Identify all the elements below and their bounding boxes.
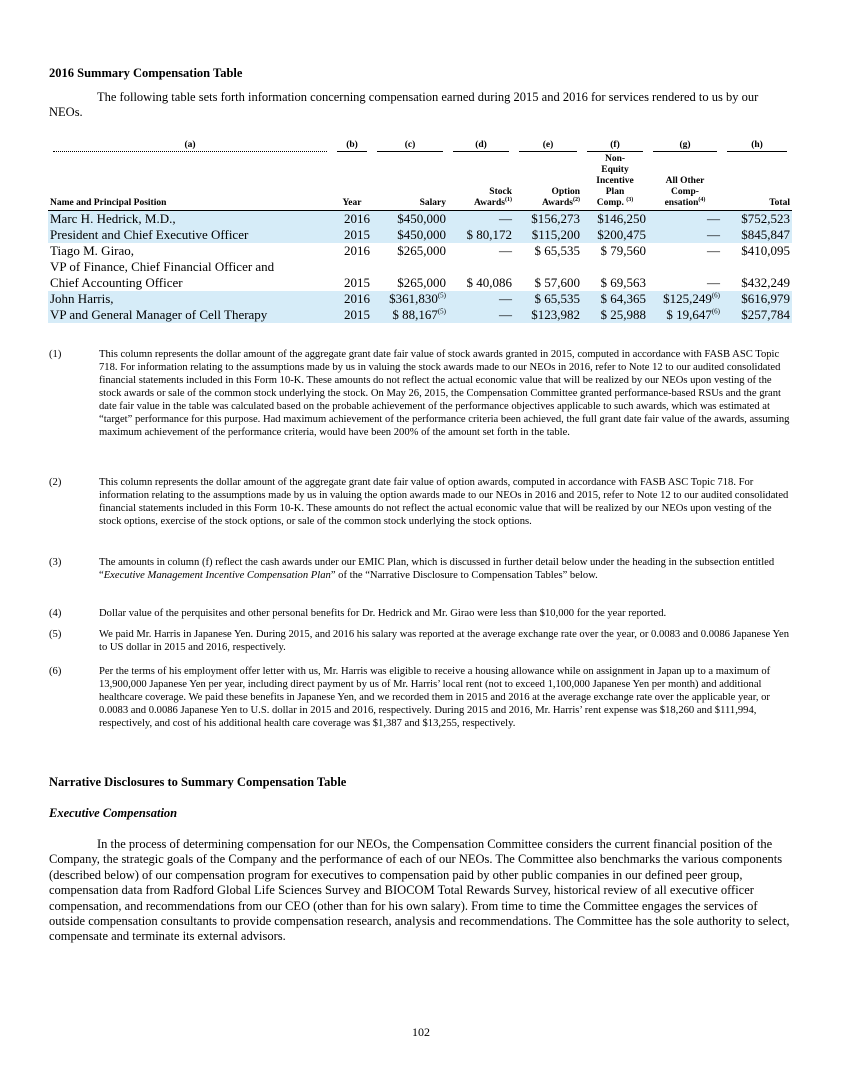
- cell-non-equity: $ 79,560: [600, 243, 646, 258]
- footnote: [49, 628, 794, 654]
- cell-salary: [372, 259, 448, 275]
- cell-non-equity: $ 64,365: [582, 291, 648, 307]
- cell-all-other: $125,249$^{(6)}$: [648, 291, 722, 307]
- cell-name: VP of Finance, Chief Financial Officer and: [50, 259, 275, 274]
- footnote: [49, 556, 794, 582]
- cell-all-other: [648, 259, 722, 275]
- table-row: [48, 291, 792, 307]
- cell-all-other: —: [707, 243, 720, 258]
- footnote-text: Dollar value of the perquisites and other personal benefits for Dr. Hedrick and Mr. Girao were less than $10,000 for the year reported.: [99, 608, 667, 619]
- column-letter: (b): [332, 140, 372, 152]
- summary-compensation-table: [48, 140, 792, 323]
- table-row: [48, 275, 792, 291]
- cell-name: John Harris,: [48, 291, 332, 307]
- column-letter: (g): [648, 140, 722, 152]
- header-non-equity-incentive: Non- Equity Incentive Plan Comp. $^{(3)}$: [582, 152, 648, 211]
- cell-option-awards: $ 65,535: [534, 243, 580, 258]
- cell-salary: $265,000: [397, 243, 446, 258]
- cell-year: 2016: [332, 211, 372, 228]
- cell-all-other: —: [648, 227, 722, 243]
- header-name: Name and Principal Position: [48, 152, 332, 211]
- table-row: [48, 211, 792, 228]
- header-stock-awards: Stock Awards$^{(1)}$: [448, 152, 514, 211]
- footnote-text: Per the terms of his employment offer letter with us, Mr. Harris was eligible to receive a housing allowance while on assignment in Japan up to a maximum of 13,900,000 Japanese Yen per year, including direct payment by us of Mr. Harris’ local rent (not to exceed 1,100,000 Japanese Yen per month) and additional healthcare coverage. We paid these benefits in Japanese Yen, and we recorded them in 2015 and 2016 at the average exchange rate over the applicable year, or 0.0083 and 0.0086 Japanese Yen to U.S. dollar in 2015 and 2016, respectively. During 2015 and 2016, Mr. Harris’ rent expense was $18,260 and $111,994, respectively, and cost of his additional health care coverage was $1,387 and $13,255, respectively.: [99, 666, 771, 729]
- cell-option-awards: $ 57,600: [534, 275, 580, 290]
- column-letter: (c): [372, 140, 448, 152]
- cell-year: 2016: [344, 243, 370, 258]
- cell-option-awards: $ 65,535: [514, 291, 582, 307]
- footnote-number: (2): [49, 477, 62, 488]
- page-number: 102: [412, 1025, 430, 1039]
- footnote-number: (1): [49, 349, 62, 360]
- cell-option-awards: $115,200: [514, 227, 582, 243]
- cell-year: [332, 259, 372, 275]
- cell-stock-awards: $ 40,086: [466, 275, 512, 290]
- footnote: [49, 665, 794, 730]
- table-row: [48, 243, 792, 259]
- footnote-text: This column represents the dollar amount of the aggregate grant date fair value of stock awards granted in 2015, computed in accordance with FASB ASC Topic 718. For information relating to the assumptions made by us in valuing the stock awards made to our NEOs in 2016, refer to Note 12 to our audited consolidated financial statements included in this Form 10-K. These amounts do not reflect the actual economic value that will be realized by our NEOs upon vesting of the stock awards or sale of the common stock underlying the stock. On May 26, 2015, the Compensation Committee granted performance-based RSUs and the grant date fair value in the table was calculated based on the probable achievement of the performance objectives applicable to such awards, which was estimated at “target” performance for this purpose. Had maximum achievement of the performance criteria been achieved, the full grant date fair value of the awards, assuming maximum achievement of the performance criteria, would have been 200% of the amount set forth in the table.: [99, 349, 790, 438]
- cell-option-awards: $123,982: [514, 307, 582, 323]
- cell-total: $616,979: [722, 291, 792, 307]
- footnote-number: (4): [49, 608, 62, 619]
- header-salary: Salary: [372, 152, 448, 211]
- table-row: [48, 259, 792, 275]
- cell-salary: $450,000: [372, 211, 448, 228]
- table-body: [48, 211, 792, 324]
- cell-all-other: $ 19,647$^{(6)}$: [648, 307, 722, 323]
- cell-total: $845,847: [722, 227, 792, 243]
- cell-option-awards: $156,273: [514, 211, 582, 228]
- header-total: Total: [722, 152, 792, 211]
- header-year: Year: [332, 152, 372, 211]
- column-letter-row: [48, 140, 792, 152]
- cell-name: Chief Accounting Officer: [50, 275, 183, 290]
- column-letter: (h): [722, 140, 792, 152]
- cell-salary: $265,000: [397, 275, 446, 290]
- narrative-heading: Narrative Disclosures to Summary Compensation Table: [49, 775, 347, 789]
- footnote-text: This column represents the dollar amount of the aggregate grant date fair value of option awards, computed in accordance with FASB ASC Topic 718. For information relating to the assumptions made by us in valuing the option awards made to our NEOs in 2016 and 2015, refer to Note 12 to our audited consolidated financial statements included in this Form 10-K. These amounts do not reflect the actual economic value that will be realized by our NEOs upon vesting of the stock options, exercise of the stock options, or sale of the common stock underlying the stock options.: [99, 477, 789, 527]
- column-letter: (e): [514, 140, 582, 152]
- cell-stock-awards: —: [499, 243, 512, 258]
- table-row: [48, 227, 792, 243]
- executive-compensation-paragraph: In the process of determining compensation for our NEOs, the Compensation Committee considers the current financial position of the Company, the strategic goals of the Company and the performance of each of our NEOs. The Committee also benchmarks the various components (described below) of our compensation program for executives to compensation paid by other public companies in our defined peer group, compensation data from Radford Global Life Sciences Survey and BIOCOM Total Rewards Survey, historical review of all executive officer compensation, and recommendations from our CEO (other than for his own salary). From time to time the Committee engages the services of outside compensation consultants to provide compensation research, analysis and recommendations. The Committee has the sole authority to select, compensate and terminate its external advisors.: [49, 837, 790, 944]
- executive-compensation-heading: Executive Compensation: [49, 806, 178, 820]
- cell-non-equity: $ 69,563: [600, 275, 646, 290]
- footnote-text: The amounts in column (f) reflect the cash awards under our EMIC Plan, which is discussed in further detail below under the heading in the subsection entitled “Executive Management Incentive Compensation Plan” of the “Narrative Disclosure to Compensation Tables” below.: [99, 557, 775, 581]
- cell-non-equity: $146,250: [582, 211, 648, 228]
- footnote: [49, 476, 794, 528]
- cell-stock-awards: [448, 259, 514, 275]
- footnote-number: (6): [49, 666, 62, 677]
- cell-year: 2015: [332, 227, 372, 243]
- cell-year: 2016: [332, 291, 372, 307]
- column-letter: (d): [448, 140, 514, 152]
- footnote-number: (5): [49, 629, 62, 640]
- cell-stock-awards: —: [448, 307, 514, 323]
- cell-salary: $361,830$^{(5)}$: [372, 291, 448, 307]
- header-option-awards: Option Awards$^{(2)}$: [514, 152, 582, 211]
- cell-non-equity: $200,475: [582, 227, 648, 243]
- cell-year: 2015: [332, 307, 372, 323]
- cell-year: 2015: [344, 275, 370, 290]
- cell-non-equity: [582, 259, 648, 275]
- footnote-number: (3): [49, 557, 62, 568]
- table-header-row: [48, 152, 792, 211]
- footnote: [49, 348, 794, 439]
- intro-paragraph: The following table sets forth information concerning compensation earned during 2015 and 2016 for services rendered to us by our NEOs.: [49, 90, 759, 119]
- footnote-text: We paid Mr. Harris in Japanese Yen. During 2015, and 2016 his salary was reported at the average exchange rate over the year, or 0.0083 and 0.0086 Japanese Yen to US dollar in 2015 and 2016, respectively.: [99, 629, 790, 653]
- cell-total: [722, 259, 792, 275]
- cell-salary: $450,000: [372, 227, 448, 243]
- cell-all-other: —: [707, 275, 720, 290]
- table-row: [48, 307, 792, 323]
- cell-total: $752,523: [722, 211, 792, 228]
- cell-non-equity: $ 25,988: [582, 307, 648, 323]
- cell-salary: $ 88,167$^{(5)}$: [372, 307, 448, 323]
- cell-stock-awards: $ 80,172: [448, 227, 514, 243]
- cell-name: President and Chief Executive Officer: [48, 227, 332, 243]
- cell-total: $432,249: [741, 275, 790, 290]
- column-letter: (f): [582, 140, 648, 152]
- section-title: 2016 Summary Compensation Table: [49, 66, 243, 80]
- column-letter: (a): [48, 140, 332, 152]
- cell-option-awards: [514, 259, 582, 275]
- footnote: [49, 607, 794, 620]
- cell-name: Marc H. Hedrick, M.D.,: [48, 211, 332, 228]
- cell-name: VP and General Manager of Cell Therapy: [48, 307, 332, 323]
- cell-total: $257,784: [722, 307, 792, 323]
- cell-total: $410,095: [741, 243, 790, 258]
- header-all-other-comp: All Other Comp- ensation$^{(4)}$: [648, 152, 722, 211]
- cell-stock-awards: —: [448, 291, 514, 307]
- cell-name: Tiago M. Girao,: [50, 243, 135, 258]
- cell-stock-awards: —: [448, 211, 514, 228]
- cell-all-other: —: [648, 211, 722, 228]
